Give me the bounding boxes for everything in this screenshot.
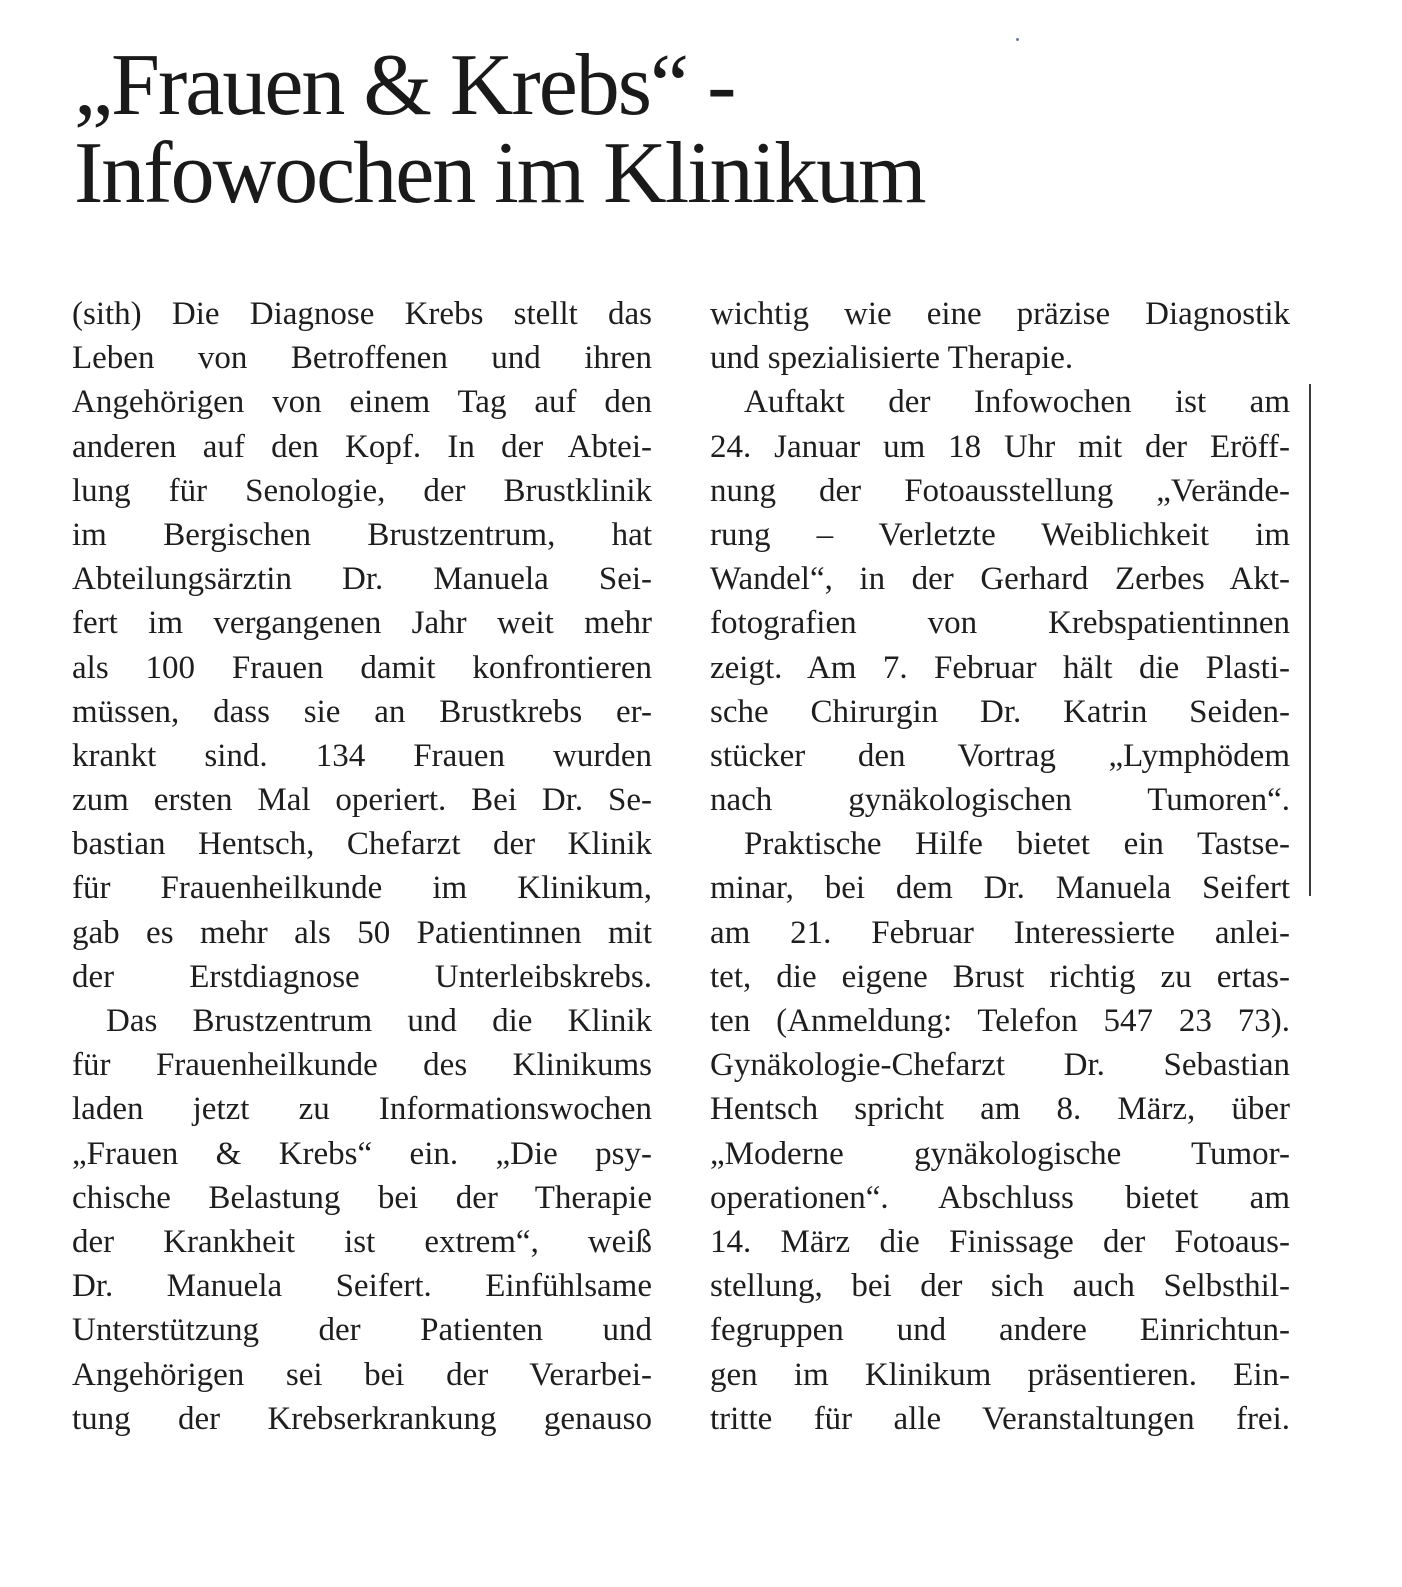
text-line: stücker den Vortrag „Lymphödem (710, 737, 1290, 774)
text-line: Angehörigen sei bei der Verarbei- (72, 1356, 652, 1393)
text-line: chische Belastung bei der Therapie (72, 1179, 652, 1216)
text-line: stellung, bei der sich auch Selbsthil- (710, 1268, 1290, 1305)
text-line: der Erstdiagnose Unterleibskrebs. (72, 958, 652, 995)
text-line: Gynäkologie-Chefarzt Dr. Sebastian (710, 1047, 1290, 1084)
text-line: müssen, dass sie an Brustkrebs er- (72, 693, 652, 730)
scan-speck (1016, 38, 1019, 41)
text-line: im Bergischen Brustzentrum, hat (72, 516, 652, 553)
text-line: ten (Anmeldung: Telefon 547 23 73). (710, 1003, 1290, 1039)
text-line: Dr. Manuela Seifert. Einfühlsame (72, 1268, 652, 1305)
text-line: und spezialisierte Therapie. (710, 340, 1074, 377)
text-line: Praktische Hilfe bietet ein Tastse- (744, 826, 1290, 863)
text-line: laden jetzt zu Informationswochen (72, 1091, 652, 1128)
text-line: tet, die eigene Brust richtig zu ertas- (710, 958, 1290, 995)
text-line: Das Brustzentrum und die Klinik (106, 1003, 652, 1039)
text-line: anderen auf den Kopf. In der Abtei- (72, 428, 652, 465)
text-line: für Frauenheilkunde im Klinikum, (72, 870, 652, 907)
text-line: wichtig wie eine präzise Diagnostik (710, 296, 1290, 332)
text-line: als 100 Frauen damit konfrontieren (72, 649, 652, 686)
text-line: rung – Verletzte Weiblichkeit im (710, 516, 1290, 553)
text-line: Angehörigen von einem Tag auf den (72, 384, 652, 421)
text-line: am 21. Februar Interessierte anlei- (710, 914, 1290, 951)
text-line: 14. März die Finissage der Fotoaus- (710, 1223, 1290, 1260)
column-edge-rule (1309, 384, 1311, 896)
text-line: fegruppen und andere Einrichtun- (710, 1312, 1290, 1349)
text-line: gen im Klinikum präsentieren. Ein- (710, 1356, 1290, 1393)
text-line: „Moderne gynäkologische Tumor- (710, 1135, 1290, 1172)
text-line: nach gynäkologischen Tumoren“. (710, 782, 1290, 819)
text-line: 24. Januar um 18 Uhr mit der Eröff- (710, 428, 1290, 465)
text-line: zeigt. Am 7. Februar hält die Plasti- (710, 649, 1290, 686)
text-line: minar, bei dem Dr. Manuela Seifert (710, 870, 1290, 907)
text-line: fotografien von Krebspatientinnen (710, 605, 1290, 642)
text-line: Hentsch spricht am 8. März, über (710, 1091, 1290, 1128)
text-line: bastian Hentsch, Chefarzt der Klinik (72, 826, 652, 863)
text-line: tung der Krebserkrankung genauso (72, 1400, 652, 1437)
text-line: operationen“. Abschluss bietet am (710, 1179, 1290, 1216)
text-line: tritte für alle Veranstaltungen frei. (710, 1400, 1290, 1437)
text-line: der Krankheit ist extrem“, weiß (72, 1223, 652, 1260)
headline-line: „Frauen & Krebs“ - (74, 37, 735, 134)
text-line: gab es mehr als 50 Patientinnen mit (72, 914, 652, 951)
article-column-left (72, 292, 652, 1441)
text-line: fert im vergangenen Jahr weit mehr (72, 605, 652, 642)
text-line: Auftakt der Infowochen ist am (744, 384, 1290, 421)
text-line: Abteilungsärztin Dr. Manuela Sei- (72, 561, 652, 598)
text-line: krankt sind. 134 Frauen wurden (72, 737, 652, 774)
text-line: nung der Fotoausstellung „Verände- (710, 472, 1290, 509)
text-line: Leben von Betroffenen und ihren (72, 340, 652, 377)
text-line: zum ersten Mal operiert. Bei Dr. Se- (72, 782, 652, 819)
article-headline (74, 37, 1174, 222)
text-line: (sith) Die Diagnose Krebs stellt das (72, 296, 652, 332)
text-line: „Frauen & Krebs“ ein. „Die psy- (72, 1135, 652, 1172)
headline-line: Infowochen im Klinikum (74, 125, 925, 222)
article-column-right (710, 292, 1290, 1441)
text-line: Unterstützung der Patienten und (72, 1312, 652, 1349)
text-line: lung für Senologie, der Brustklinik (72, 472, 652, 509)
text-line: Wandel“, in der Gerhard Zerbes Akt- (710, 561, 1290, 598)
text-line: für Frauenheilkunde des Klinikums (72, 1047, 652, 1084)
text-line: sche Chirurgin Dr. Katrin Seiden- (710, 693, 1290, 730)
